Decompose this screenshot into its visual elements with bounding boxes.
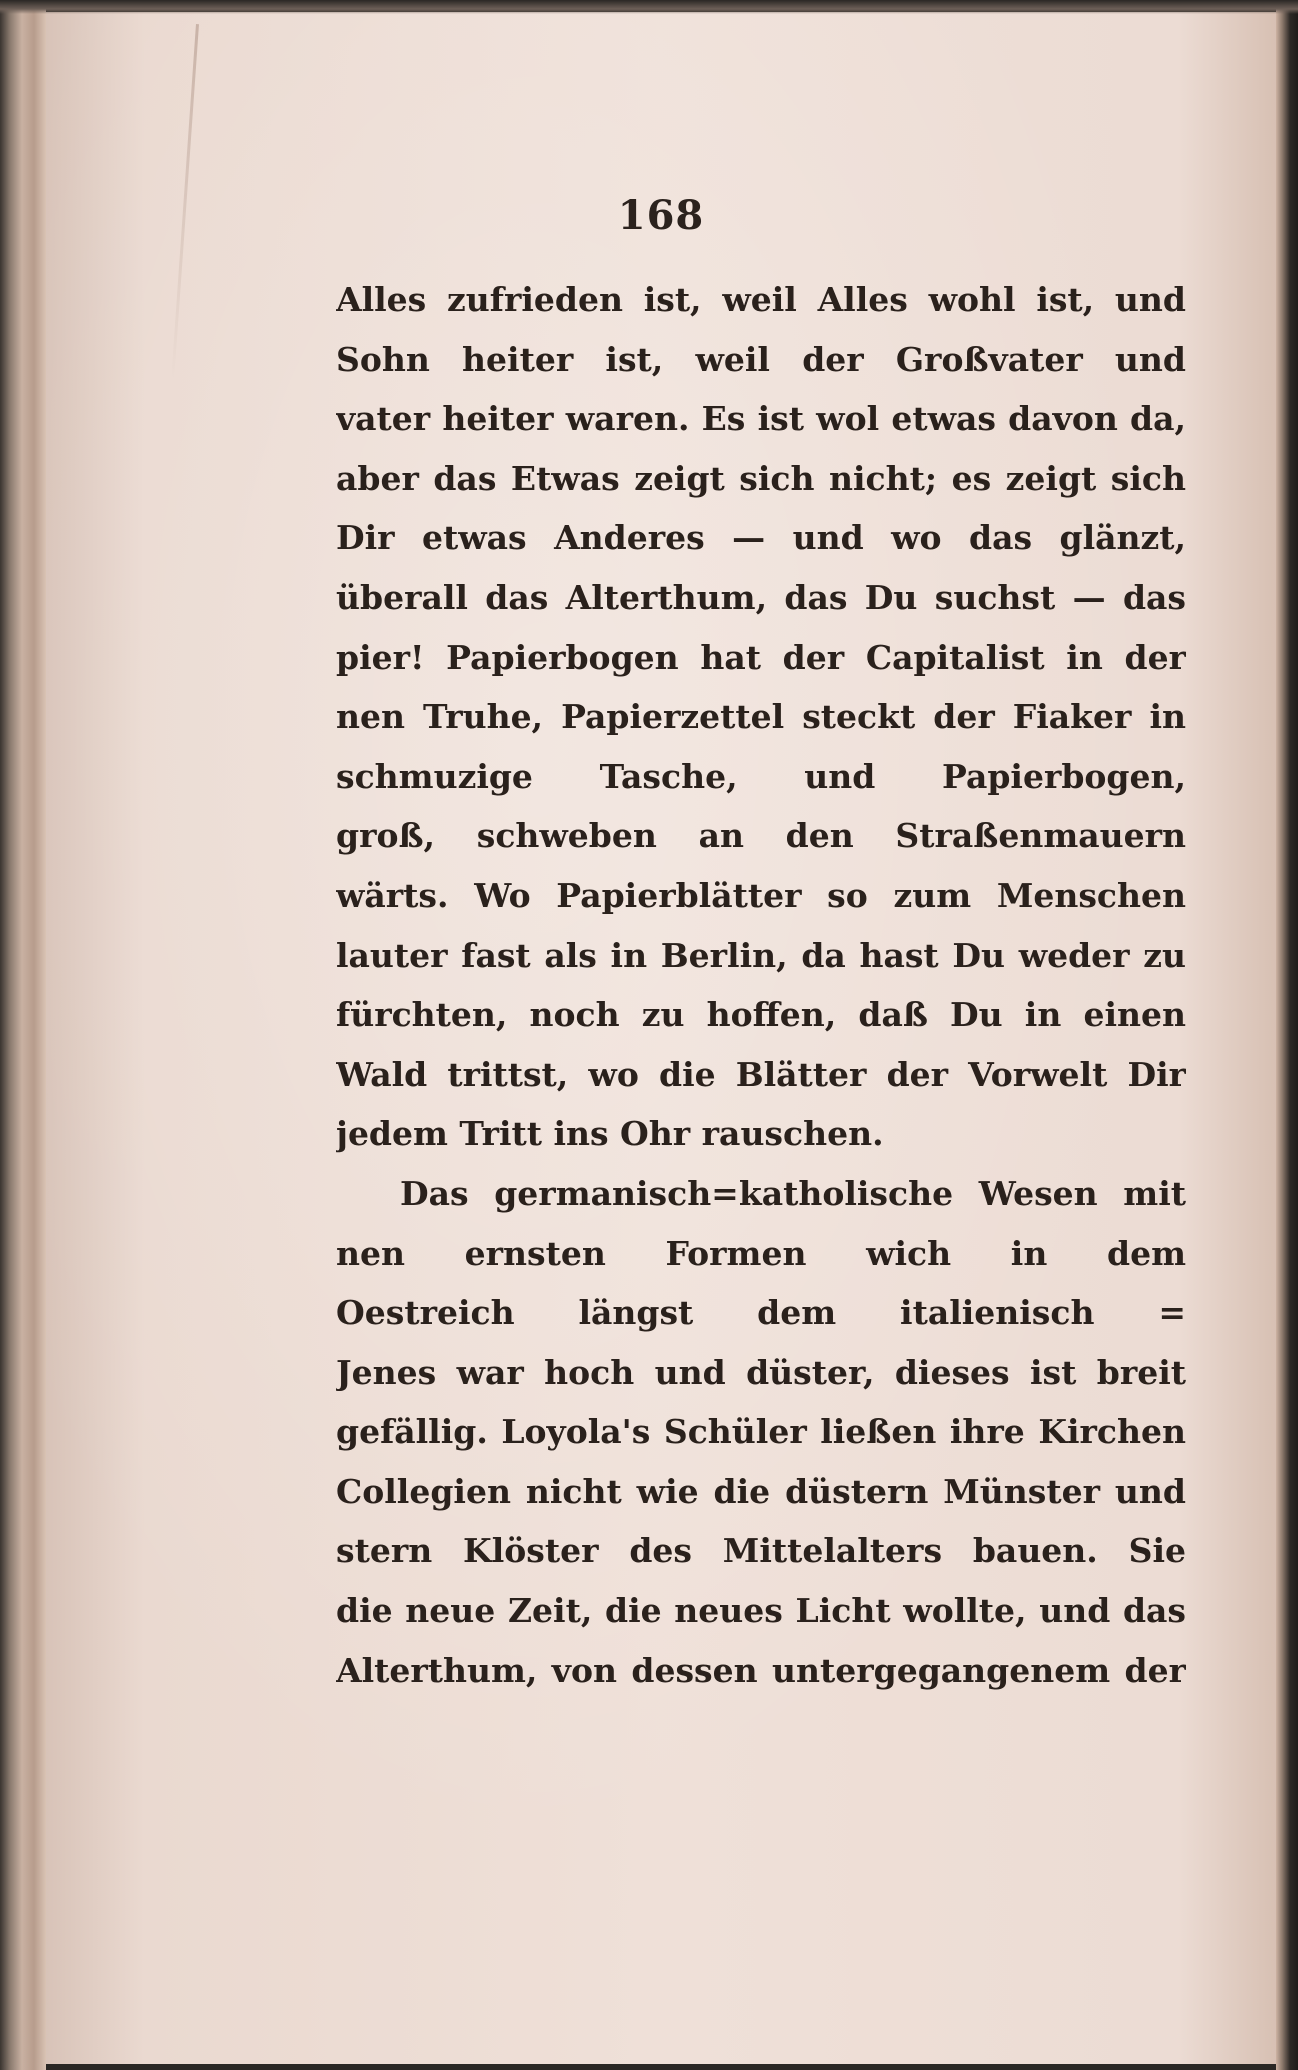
text-line: Sohn heiter ist, weil der Großvater und (336, 339, 1186, 379)
text-line: lauter fast als in Berlin, da hast Du weder zu (336, 935, 1186, 975)
text-line: nen Truhe, Papierzettel steckt der Fiaker in (336, 697, 1186, 737)
text-line: gefällig. Loyola's Schüler ließen ihre Kirchen (336, 1412, 1186, 1452)
text-line: Alterthum, von dessen untergegangenem der (336, 1650, 1186, 1690)
text-line: aber das Etwas zeigt sich nicht; es zeigt sich (336, 458, 1186, 498)
book-spine-edge (0, 0, 46, 2070)
text-line: wärts. Wo Papierblätter so zum Menschen (336, 875, 1186, 915)
book-page-top-edge (0, 0, 1298, 14)
text-line: groß, schweben an den Straßenmauern (336, 816, 1186, 856)
body-text (336, 270, 1186, 1700)
text-line: Collegien nicht wie die düstern Münster und (336, 1471, 1186, 1511)
text-line: pier! Papierbogen hat der Capitalist in der (336, 637, 1186, 677)
text-line: vater heiter waren. Es ist wol etwas davon da, (336, 399, 1186, 439)
text-line: fürchten, noch zu hoffen, daß Du in einen (336, 995, 1186, 1035)
text-line: nen ernsten Formen wich in dem (336, 1233, 1186, 1273)
text-line: Jenes war hoch und düster, dieses ist breit (336, 1352, 1186, 1392)
text-line: Dir etwas Anderes — und wo das glänzt, (336, 518, 1186, 558)
book-page (46, 12, 1276, 2064)
text-line: Alles zufrieden ist, weil Alles wohl ist, und (336, 280, 1186, 319)
text-line: jedem Tritt ins Ohr rauschen. (336, 1114, 884, 1154)
page-number: 168 (617, 192, 705, 239)
text-line: Oestreich längst dem italienisch = (336, 1293, 1186, 1333)
book-page-right-edge (1276, 0, 1298, 2070)
text-line: stern Klöster des Mittelalters bauen. Sie (336, 1531, 1186, 1571)
text-line: überall das Alterthum, das Du suchst — das (336, 577, 1186, 617)
text-line: die neue Zeit, die neues Licht wollte, und das (336, 1591, 1186, 1631)
text-line: schmuzige Tasche, und Papierbogen, (336, 756, 1186, 796)
text-line: Wald trittst, wo die Blätter der Vorwelt Dir (336, 1054, 1186, 1094)
text-line: Das germanisch=katholische Wesen mit (400, 1173, 1186, 1213)
